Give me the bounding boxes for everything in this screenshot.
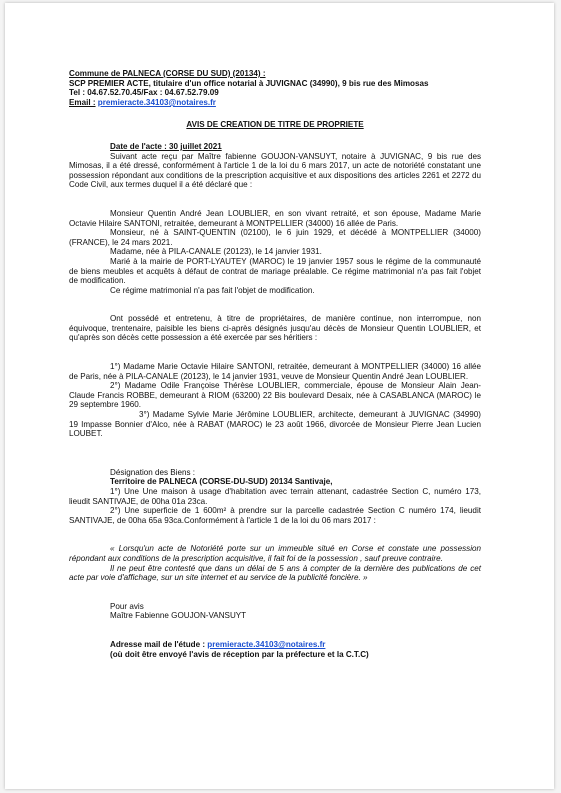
person-paragraph: Madame, née à PILA-CANALE (20123), le 14 janvier 1931. <box>110 247 322 257</box>
act-date: Date de l'acte : 30 juillet 2021 <box>110 141 222 151</box>
footer-email-link[interactable]: premieracte.34103@notaires.fr <box>207 639 326 649</box>
heir-paragraph: 1°) Madame Marie Octavie Hilaire SANTONI, retraitée, demeurant à MONTPELLIER (34000) 16 allée de Paris, née à PILA-CANALE (20123), le 14 janvier 1931, veuve de Monsieur Quentin André Jean LOUBLIER. <box>69 362 481 381</box>
pour-avis: Pour avis <box>110 601 144 611</box>
intro-paragraph: Suivant acte reçu par Maître fabienne GOUJON-VANSUYT, notaire à JUVIGNAC, 9 bis rue des Mimosas, il a été dressé, conformément à l'article 1 de la loi du 6 mars 2017, un acte de notoriété constatant une possession répondant aux conditions de la prescription acquisitive et aux dispositions des articles 2261 et 2272 du Code Civil, aux termes duquel il a été déclaré que : <box>69 151 481 190</box>
footer-note: (où doit être envoyé l'avis de réception par la préfecture et la C.T.C) <box>110 649 369 659</box>
office-line: SCP PREMIER ACTE, titulaire d'un office notarial à JUVIGNAC (34990), 9 bis rue des Mimosas <box>69 78 429 88</box>
designation-territory: Territoire de PALNECA (CORSE-DU-SUD) 20134 Santivaje, <box>110 477 333 487</box>
person-paragraph: Marié à la mairie de PORT-LYAUTEY (MAROC) le 19 janvier 1957 sous le régime de la communauté de biens meubles et acquêts à défaut de contrat de mariage préalable. Ce régime matrimonial n'a pas fait l'objet de modification. <box>69 256 481 286</box>
document-title: AVIS DE CREATION DE TITRE DE PROPRIETE <box>186 120 364 130</box>
email-line <box>69 98 481 108</box>
footer-email-label: Adresse mail de l'étude : <box>110 639 206 649</box>
legal-quote: Il ne peut être contesté que dans un délai de 5 ans à compter de la dernière des publications de cet acte par voie d'affichage, sur un site internet et au service de la publicité foncière. » <box>69 563 481 583</box>
heir-paragraph: 3°) Madame Sylvie Marie Jérômine LOUBLIER, architecte, demeurant à JUVIGNAC (34990) 19 Impasse Bonnier d'Alco, née à RABAT (MAROC) le 23 août 1966, divorcée de Monsieur Pierre Jean Lucien LOUBET. <box>69 410 481 439</box>
possession-paragraph: Ont possédé et entretenu, à titre de propriétaires, de manière continue, non interrompue, non équivoque, trentenaire, paisible les biens ci-après désignés jusqu'au décès de Monsieur Quentin LOUBLIER, et qu'après son décès cette possession a été exercée par ses héritiers : <box>69 314 481 343</box>
email-link[interactable]: premieracte.34103@notaires.fr <box>97 97 216 107</box>
notary-signature-name: Maître Fabienne GOUJON-VANSUYT <box>110 611 247 621</box>
heir-paragraph: 2°) Madame Odile Françoise Thérèse LOUBLIER, commerciale, épouse de Monsieur Alain Jean-Claude Francis ROBBE, demeurant à RIOM (63200) 22 Bis boulevard Desaix, née à CASABLANCA (MAROC) le 29 septembre 1960. <box>69 381 481 410</box>
document-content <box>69 69 481 659</box>
person-paragraph: Ce régime matrimonial n'a pas fait l'objet de modification. <box>110 285 315 295</box>
property-item: 1°) Une Une maison à usage d'habitation avec terrain attenant, cadastrée Section C, numéro 173, lieudit SANTIVAJE, de 00ha 01a 23ca. <box>69 487 481 506</box>
designation-label: Désignation des Biens : <box>110 467 196 477</box>
email-label: Email : <box>69 97 96 107</box>
legal-quote: « Lorsqu'un acte de Notoriété porte sur un immeuble situé en Corse et constate une possession répondant aux conditions de la prescription acquisitive, il fait foi de la possession , sauf preuve contraire. <box>69 544 481 563</box>
person-paragraph: Monsieur, né à SAINT-QUENTIN (02100), le 6 juin 1929, et décédé à MONTPELLIER (34000) (FRANCE), le 24 mars 2021. <box>69 228 481 247</box>
person-paragraph: Monsieur Quentin André Jean LOUBLIER, en son vivant retraité, et son épouse, Madame Marie Octavie Hilaire SANTONI, retraitée, demeurant à MONTPELLIER (34000) 16 allée de Paris. <box>69 208 481 228</box>
phone-line: Tel : 04.67.52.70.45/Fax : 04.67.52.79.09 <box>69 88 219 98</box>
commune-heading: Commune de PALNECA (CORSE DU SUD) (20134) : <box>69 69 266 78</box>
document-page <box>5 3 554 789</box>
footer-email-line <box>69 640 481 650</box>
property-item: 2°) Une superficie de 1 600m² à prendre sur la parcelle cadastrée Section C numéro 174, lieudit SANTIVAJE, de 00ha 65a 93ca.Conformément à l'article 1 de la loi du 06 mars 2017 : <box>69 506 481 525</box>
